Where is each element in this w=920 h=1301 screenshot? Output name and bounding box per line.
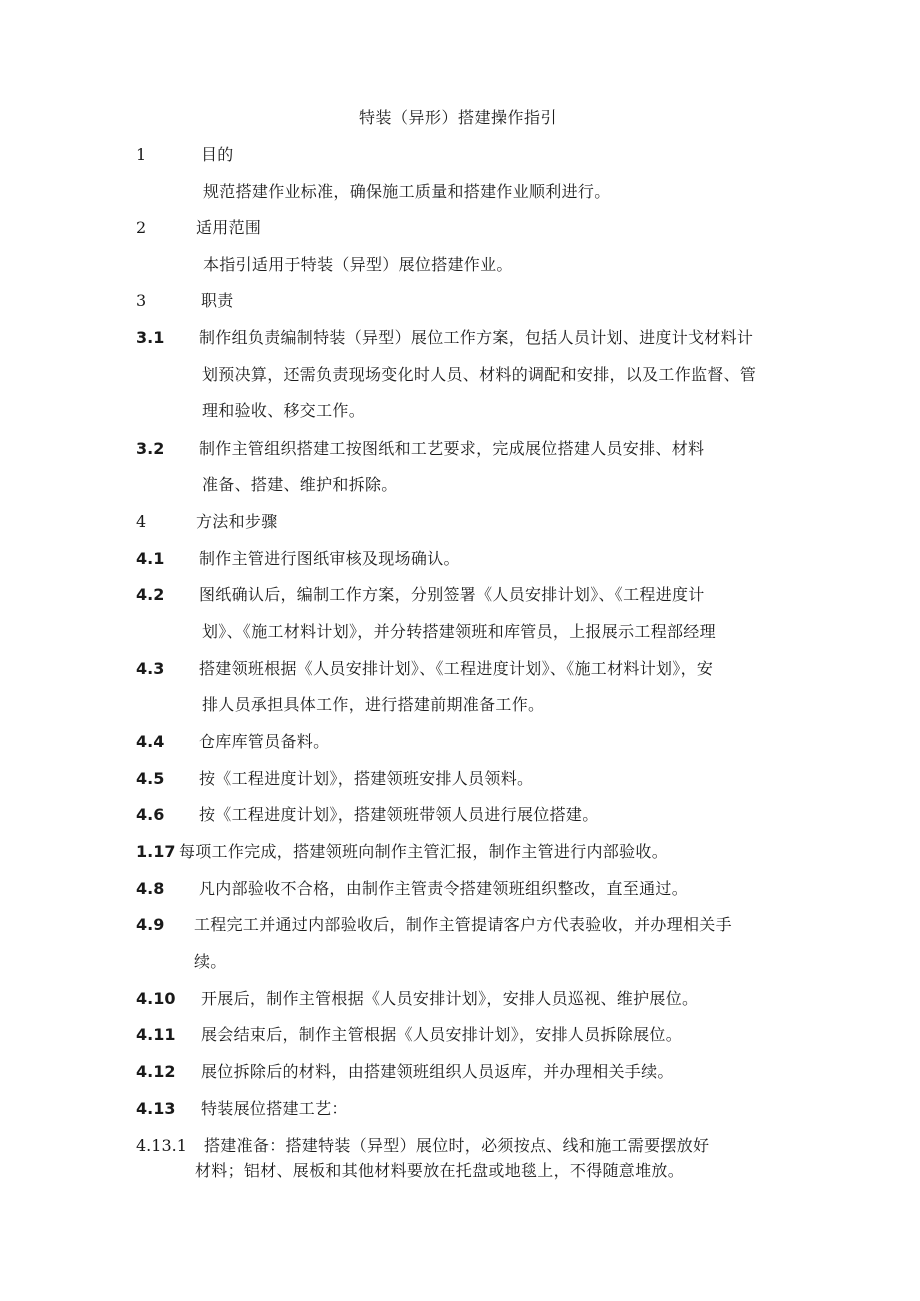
section-number: 4.5 <box>136 769 165 788</box>
section-number: 4.1 <box>136 549 165 568</box>
paragraph-line: 按《工程进度计划》，搭建领班安排人员领料。 <box>199 769 534 788</box>
section-number: 4.4 <box>136 732 165 751</box>
paragraph-line: 划预决算，还需负责现场变化时人员、材料的调配和安排，以及工作监督、管 <box>202 365 757 384</box>
paragraph-line: 续。 <box>194 952 227 971</box>
paragraph-line: 特装展位搭建工艺： <box>201 1099 348 1118</box>
section-number: 4.9 <box>136 915 165 934</box>
paragraph-line: 规范搭建作业标准，确保施工质量和搭建作业顺利进行。 <box>203 182 611 201</box>
section-number: 4.10 <box>136 989 176 1008</box>
paragraph-line: 搭建领班根据《人员安排计划》、《工程进度计划》、《施工材料计划》，安 <box>199 659 714 678</box>
section-number: 4.11 <box>136 1025 176 1044</box>
section-number: 1.17 <box>136 842 176 861</box>
section-number: 4.2 <box>136 585 165 604</box>
paragraph-line: 按《工程进度计划》，搭建领班带领人员进行展位搭建。 <box>199 805 599 824</box>
paragraph-line: 制作主管进行图纸审核及现场确认。 <box>199 549 460 568</box>
paragraph-line: 图纸确认后，编制工作方案，分别签署《人员安排计划》、《工程进度计 <box>199 585 705 604</box>
section-heading: 职责 <box>201 291 234 310</box>
paragraph-line: 凡内部验收不合格，由制作主管责令搭建领班组织整改，直至通过。 <box>199 879 689 898</box>
section-heading: 目的 <box>201 145 234 164</box>
paragraph-line: 工程完工并通过内部验收后，制作主管提请客户方代表验收，并办理相关手 <box>194 915 732 934</box>
section-number: 4.12 <box>136 1062 176 1081</box>
section-heading: 适用范围 <box>196 218 262 237</box>
section-number: 4.3 <box>136 659 165 678</box>
section-number: 3 <box>136 291 147 310</box>
section-number: 3.1 <box>136 328 165 347</box>
paragraph-line: 划》、《施工材料计划》，并分转搭建领班和库管员，上报展示工程部经理 <box>202 622 716 641</box>
paragraph-line: 展会结束后，制作主管根据《人员安排计划》，安排人员拆除展位。 <box>201 1025 683 1044</box>
paragraph-line: 仓库库管员备料。 <box>199 732 330 751</box>
section-number: 2 <box>136 218 147 237</box>
section-number: 4.13 <box>136 1099 176 1118</box>
section-number: 4.8 <box>136 879 165 898</box>
section-number: 1 <box>136 145 147 164</box>
section-number: 4.6 <box>136 805 165 824</box>
paragraph-line: 制作主管组织搭建工按图纸和工艺要求，完成展位搭建人员安排、材料 <box>199 439 705 458</box>
paragraph-line: 每项工作完成，搭建领班向制作主管汇报，制作主管进行内部验收。 <box>179 842 669 861</box>
section-heading: 方法和步骤 <box>196 512 278 531</box>
paragraph-line: 搭建准备：搭建特装（异型）展位时，必须按点、线和施工需要摆放好 <box>204 1136 710 1155</box>
page-title: 特装（异形）搭建操作指引 <box>358 108 557 127</box>
paragraph-line: 开展后，制作主管根据《人员安排计划》，安排人员巡视、维护展位。 <box>201 989 699 1008</box>
paragraph-line: 排人员承担具体工作，进行搭建前期准备工作。 <box>202 695 545 714</box>
paragraph-line: 理和验收、移交工作。 <box>202 401 366 420</box>
section-number: 3.2 <box>136 439 165 458</box>
paragraph-line: 展位拆除后的材料，由搭建领班组织人员返库，并办理相关手续。 <box>201 1062 674 1081</box>
paragraph-line: 准备、搭建、维护和拆除。 <box>202 475 398 494</box>
section-number: 4.13.1 <box>136 1136 187 1155</box>
paragraph-line: 本指引适用于特装（异型）展位搭建作业。 <box>203 255 513 274</box>
paragraph-line: 材料；铝材、展板和其他材料要放在托盘或地毯上，不得随意堆放。 <box>195 1161 685 1180</box>
paragraph-line: 制作组负责编制特装（异型）展位工作方案，包括人员计划、进度计戈材料计 <box>199 328 754 347</box>
section-number: 4 <box>136 512 147 531</box>
